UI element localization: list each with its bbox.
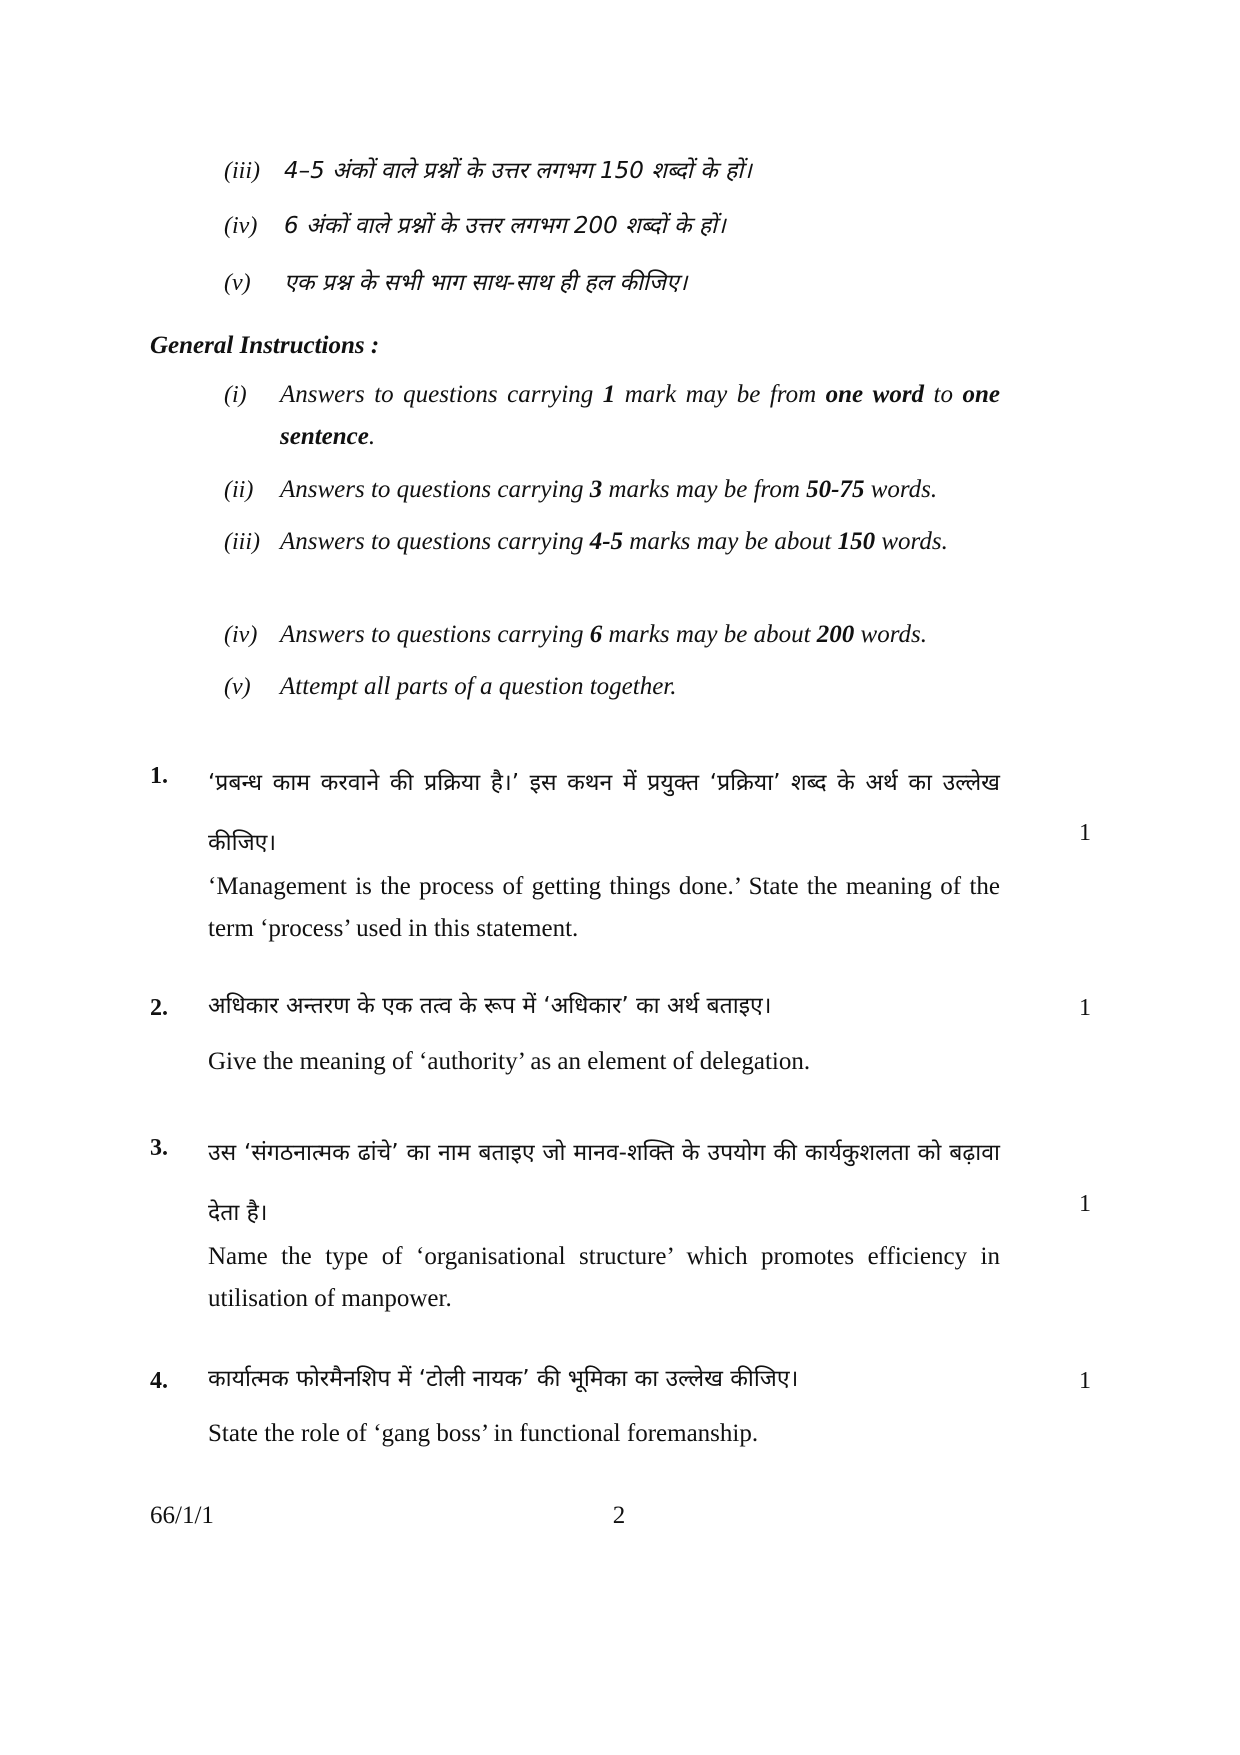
instruction-numeral: (iii) <box>224 529 260 555</box>
hindi-instruction-numeral: (iv) <box>224 213 258 239</box>
question-english: State the role of ‘gang boss’ in functional foremanship. <box>208 1420 759 1447</box>
hindi-instruction-numeral: (v) <box>224 270 251 296</box>
hindi-instruction-text: 6 अंकों वाले प्रश्नों के उत्तर लगभग 200 शब्दों के हों। <box>284 213 726 239</box>
question-marks: 1 <box>1079 1368 1091 1394</box>
instruction-iii: Answers to questions carrying 4-5 marks may be about 150 words. <box>280 528 948 555</box>
instruction-ii: Answers to questions carrying 3 marks may be from 50-75 words. <box>280 476 938 503</box>
page-number: 2 <box>612 1502 626 1529</box>
hindi-instruction-text: एक प्रश्न के सभी भाग साथ-साथ ही हल कीजिए। <box>284 270 688 296</box>
instruction-numeral: (v) <box>224 674 251 700</box>
question-english: Give the meaning of ‘authority’ as an element of delegation. <box>208 1048 811 1075</box>
paper-code: 66/1/1 <box>150 1502 214 1529</box>
question-hindi: उस ‘संगठनात्मक ढांचे’ का नाम बताइए जो मानव-शक्ति के उपयोग की कार्यकुशलता को बढ़ावा देता है। <box>208 1140 1000 1226</box>
question-hindi: अधिकार अन्तरण के एक तत्व के रूप में ‘अधिकार’ का अर्थ बताइए। <box>208 993 772 1019</box>
question-number: 2. <box>150 995 168 1021</box>
instruction-numeral: (ii) <box>224 477 254 503</box>
question-marks: 1 <box>1079 995 1091 1021</box>
question-number: 3. <box>150 1135 168 1161</box>
instruction-numeral: (iv) <box>224 622 258 648</box>
instruction-i: Answers to questions carrying 1 mark may be from one word to one sentence. <box>280 381 1000 450</box>
instruction-v: Attempt all parts of a question together. <box>280 673 677 700</box>
question-marks: 1 <box>1079 1191 1091 1217</box>
question-marks: 1 <box>1079 820 1091 846</box>
instruction-iv: Answers to questions carrying 6 marks may be about 200 words. <box>280 621 927 648</box>
question-english: Name the type of ‘organisational structure’ which promotes efficiency in utilisation of manpower. <box>208 1243 1000 1312</box>
instruction-numeral: (i) <box>224 382 247 408</box>
general-instructions-title: General Instructions : <box>150 332 380 359</box>
hindi-instruction-numeral: (iii) <box>224 158 260 184</box>
question-hindi: ‘प्रबन्ध काम करवाने की प्रक्रिया है।’ इस कथन में प्रयुक्त ‘प्रक्रिया’ शब्द के अर्थ का उल्लेख कीजिए। <box>208 770 1000 856</box>
question-hindi: कार्यात्मक फोरमैनशिप में ‘टोली नायक’ की भूमिका का उल्लेख कीजिए। <box>208 1366 799 1392</box>
question-number: 1. <box>150 763 168 789</box>
question-number: 4. <box>150 1368 168 1394</box>
question-english: ‘Management is the process of getting things done.’ State the meaning of the term ‘process’ used in this statement. <box>208 873 1000 942</box>
hindi-instruction-text: 4–5 अंकों वाले प्रश्नों के उत्तर लगभग 150 शब्दों के हों। <box>284 158 752 184</box>
